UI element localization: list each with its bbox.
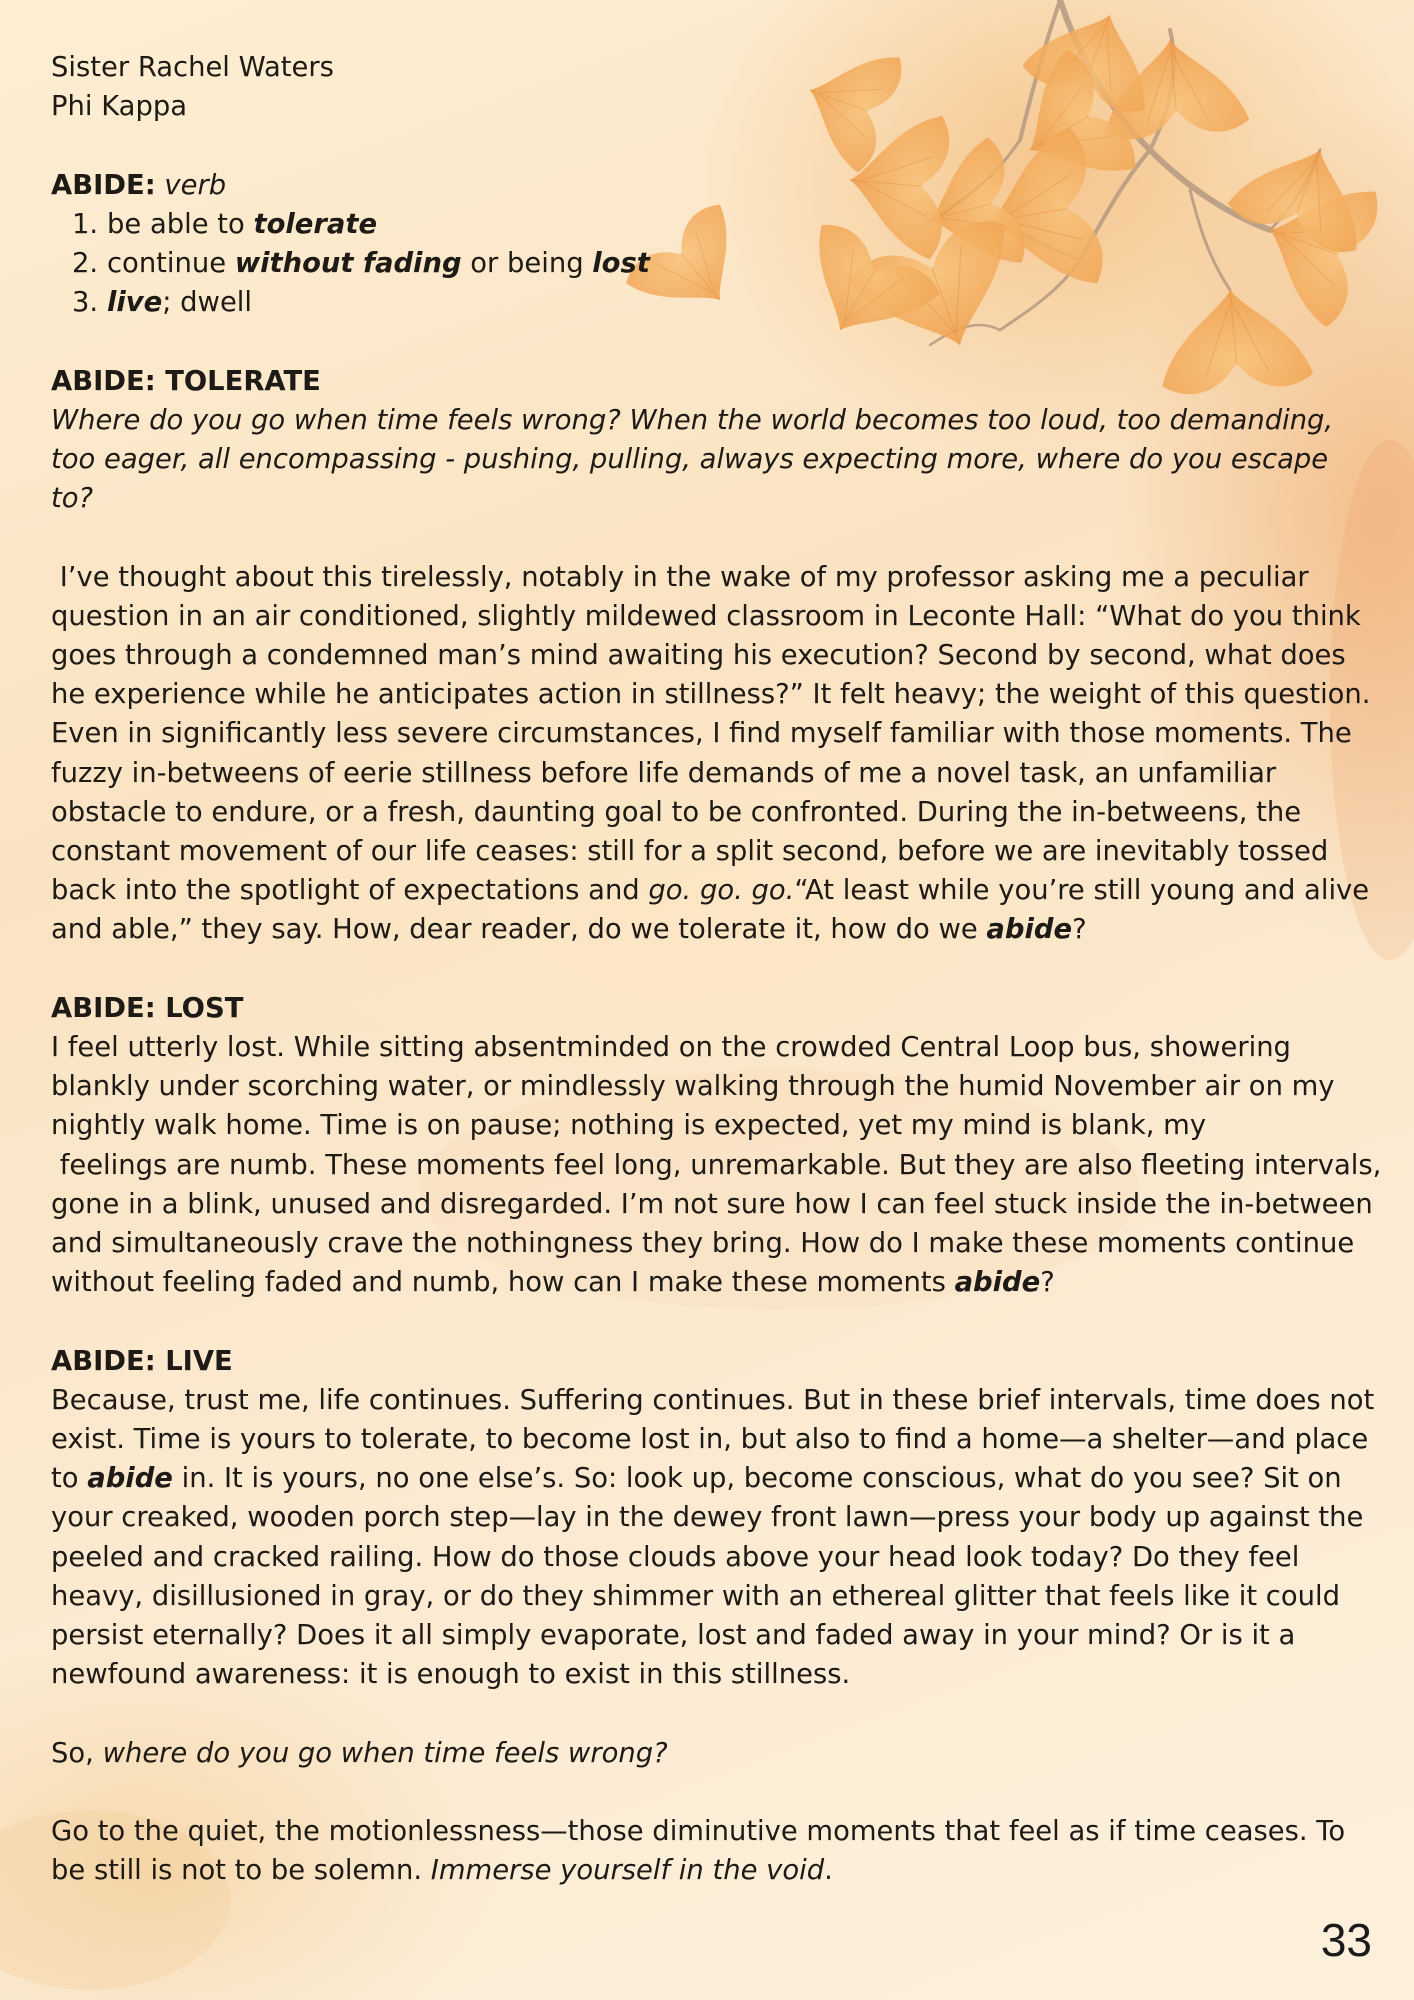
paragraph-line: to?	[51, 483, 94, 515]
paragraph-line: nightly walk home. Time is on pause; nothing is expected, yet my mind is blank, my	[51, 1110, 1207, 1142]
paragraph-line: obstacle to endure, or a fresh, daunting goal to be confronted. During the in-betweens, the	[51, 796, 1302, 828]
definition-pos: verb	[164, 169, 227, 201]
definition-heading	[51, 166, 1371, 205]
paragraph-line: too eager, all encompassing - pushing, pulling, always expecting more, where do you escape	[51, 444, 1329, 475]
paragraph-line: constant movement of our life ceases: still for a split second, before we are inevitably tossed	[51, 836, 1329, 868]
paragraph-line: your creaked, wooden porch step—lay in the dewey front lawn—press your body up against the	[51, 1502, 1364, 1534]
author-name: Sister Rachel Waters	[51, 52, 334, 83]
definition-item: 1. be able to tolerate	[72, 208, 378, 240]
essay-page	[51, 48, 1382, 1890]
paragraph-line: fuzzy in-betweens of eerie stillness before life demands of me a novel task, an unfamiliar	[51, 757, 1277, 789]
paragraph-line: blankly under scorching water, or mindlessly walking through the humid November air on my	[51, 1071, 1335, 1103]
paragraph-line: back into the spotlight of expectations and go. go. go.“At least while you’re still young and alive	[51, 875, 1370, 907]
paragraph-line: peeled and cracked railing. How do those clouds above your head look today? Do they feel	[51, 1541, 1300, 1573]
section-heading-tolerate: ABIDE: TOLERATE	[51, 365, 321, 397]
paragraph-line: persist eternally? Does it all simply evaporate, lost and faded away in your mind? Or is it a	[51, 1620, 1296, 1652]
paragraph-line: gone in a blink, unused and disregarded. I’m not sure how I can feel stuck inside the in-between	[51, 1188, 1373, 1220]
paragraph-line: and simultaneously crave the nothingness they bring. How do I make these moments continue	[51, 1228, 1355, 1260]
paragraph-line: he experience while he anticipates action in stillness?” It felt heavy; the weight of this question.	[51, 679, 1371, 711]
paragraph-line: heavy, disillusioned in gray, or do they shimmer with an ethereal glitter that feels like it could	[51, 1580, 1340, 1612]
paragraph-line: without feeling faded and numb, how can I make these moments abide?	[51, 1267, 1055, 1299]
paragraph-line: be still is not to be solemn. Immerse yourself in the void.	[51, 1855, 833, 1887]
paragraph-line: question in an air conditioned, slightly mildewed classroom in Leconte Hall: “What do you think	[51, 600, 1361, 632]
paragraph-line: and able,” they say. How, dear reader, do we tolerate it, how do we abide?	[51, 914, 1087, 946]
section-heading-live: ABIDE: LIVE	[51, 1345, 233, 1377]
chapter-name: Phi Kappa	[51, 91, 188, 123]
closing-question: So, where do you go when time feels wrong?	[51, 1737, 668, 1769]
paragraph-line: goes through a condemned man’s mind awaiting his execution? Second by second, what does	[51, 640, 1346, 671]
page-number: 33	[1320, 1914, 1372, 1966]
paragraph-line: I’ve thought about this tirelessly, notably in the wake of my professor asking me a peculiar	[51, 561, 1309, 593]
definition-item: 3. live; dwell	[72, 287, 253, 319]
paragraph-line: to abide in. It is yours, no one else’s. So: look up, become conscious, what do you see? Sit on	[51, 1463, 1342, 1495]
paragraph-line: newfound awareness: it is enough to exist in this stillness.	[51, 1659, 851, 1691]
paragraph-line: Because, trust me, life continues. Suffering continues. But in these brief intervals, time does not	[51, 1384, 1375, 1416]
section-heading-lost: ABIDE: LOST	[51, 992, 244, 1024]
paragraph-line: I feel utterly lost. While sitting absentminded on the crowded Central Loop bus, showering	[51, 1032, 1291, 1064]
paragraph-line: Even in significantly less severe circumstances, I find myself familiar with those moments. The	[51, 718, 1352, 750]
paragraph-line: feelings are numb. These moments feel long, unremarkable. But they are also fleeting intervals,	[51, 1149, 1382, 1181]
definition-term: ABIDE:	[51, 169, 156, 201]
definition-item: 2. continue without fading or being lost	[72, 248, 650, 279]
paragraph-line: Where do you go when time feels wrong? When the world becomes too loud, too demanding,	[51, 404, 1334, 436]
paragraph-line: exist. Time is yours to tolerate, to become lost in, but also to find a home—a shelter—and place	[51, 1424, 1369, 1456]
paragraph-line: Go to the quiet, the motionlessness—those diminutive moments that feel as if time ceases. To	[51, 1816, 1346, 1848]
